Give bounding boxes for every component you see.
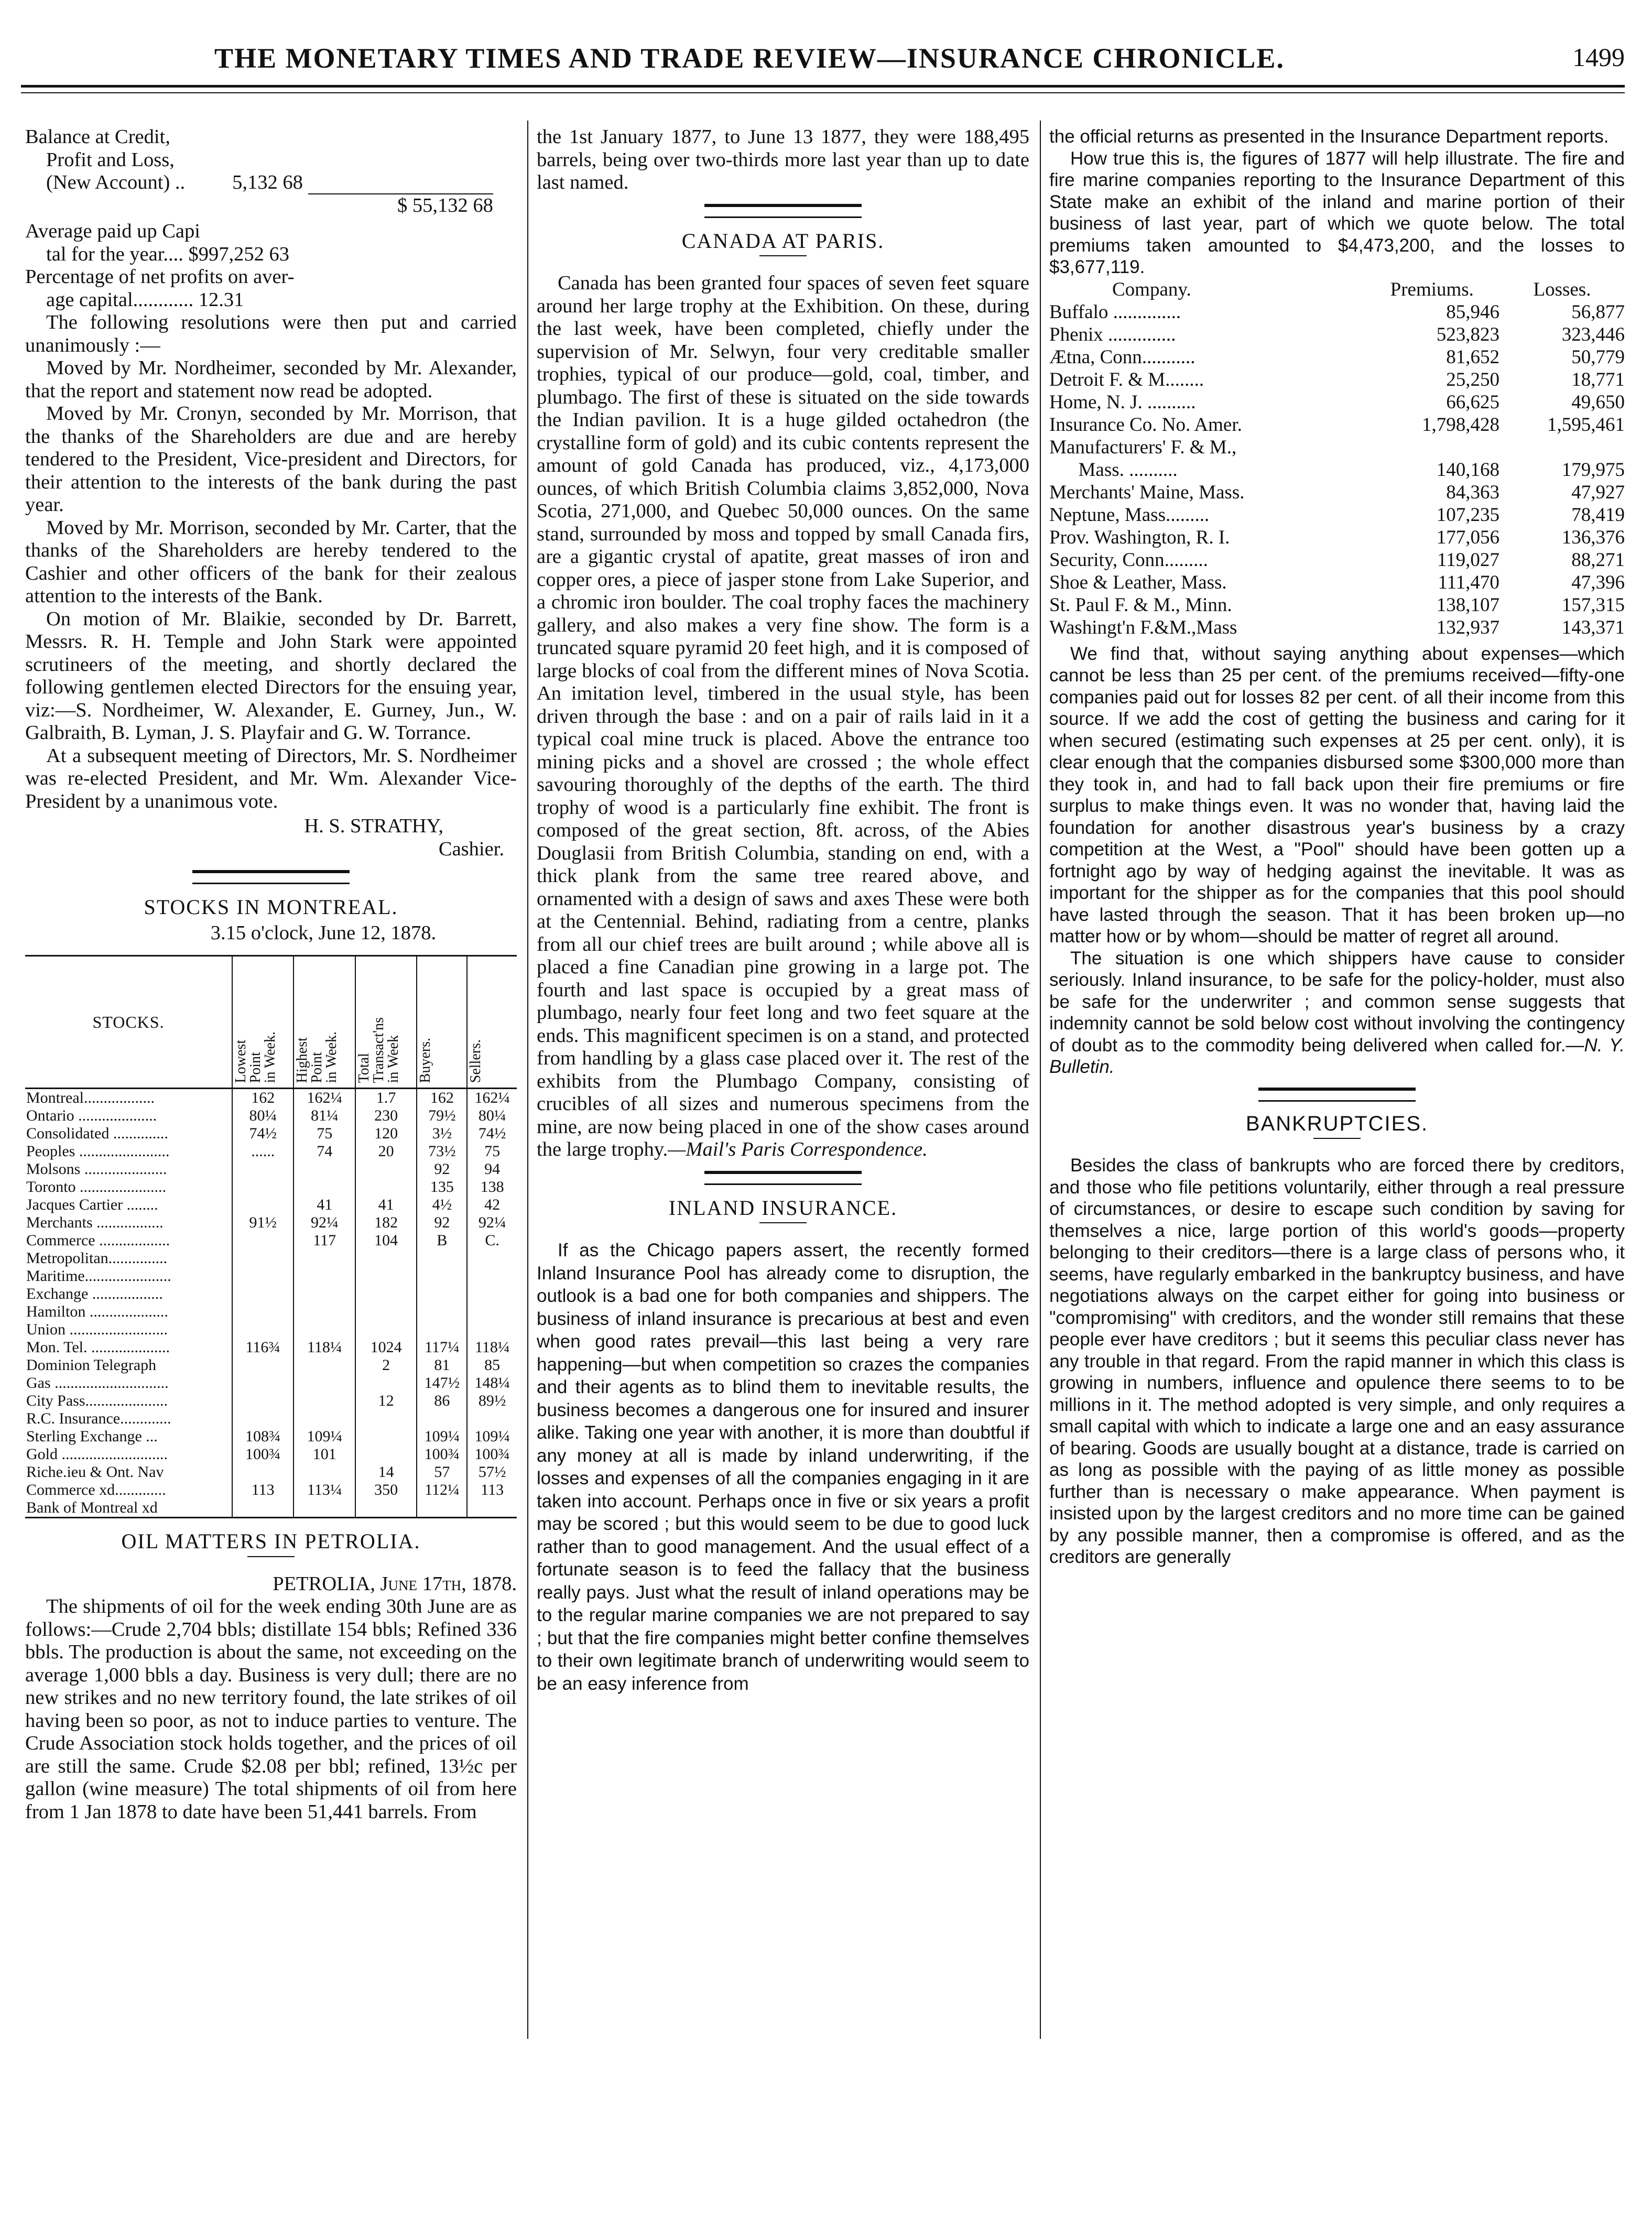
- stock-value: [355, 1267, 417, 1285]
- company-name: Washingt'n F.&M.,Mass: [1049, 616, 1237, 638]
- stock-value: [355, 1446, 417, 1463]
- stock-value: ......: [232, 1143, 294, 1160]
- company-row: [1049, 436, 1625, 459]
- stock-value: [467, 1303, 517, 1321]
- stocks-row: [25, 1214, 517, 1232]
- stock-value: [294, 1267, 355, 1285]
- paragraph: Moved by Mr. Nordheimer, seconded by Mr. Alexander, that the report and statement now read be adopted.: [25, 357, 517, 402]
- stock-name: Peoples .......................: [26, 1143, 170, 1160]
- losses-value: 157,315: [1561, 594, 1625, 616]
- premiums-value: 119,027: [1437, 549, 1499, 571]
- short-rule: [1313, 1138, 1361, 1139]
- company-row: [1049, 459, 1625, 481]
- stock-value: 74½: [467, 1125, 517, 1143]
- losses-value: 179,975: [1561, 459, 1625, 481]
- losses-value: 47,396: [1571, 571, 1625, 593]
- stock-value: 20: [355, 1143, 417, 1160]
- bankrupt-text: Besides the class of bankrupts who are forced there by creditors, and those who file petitions voluntarily, either through a real pressure of circumstances, or desire to escape such condition by saving for themselves a nice, large portion of this world's goods—property belonging to their creditors—there is a large class of persons who, it seems, have regularly embarked in the bankruptcy business, and have negotiations always on the carpet either for going into business or "compromising" with creditors, and the wonder still remains that these people ever have creditors ; but it seems this peculiar class never has any trouble in that regard. From the rapid manner in which this class is growing in numbers, influence and opulence there seems to to be millions in it. The method adopted is very simple, and only requires a small capital with which to indicate a large one and an easy assurance of bearing. Goods are usually bought at a distance, trade is carried on as long as possible with the paying of as little money as possible further than is necessary o make appearance. When payment is insisted upon by the largest creditors and no more time can be gained by any possible manner, then a compromise is offered, and as the creditors are generally: [1049, 1155, 1625, 1567]
- stocks-row: [25, 1374, 517, 1392]
- stock-name: Gas .............................: [26, 1374, 169, 1392]
- stock-value: 92: [417, 1214, 467, 1232]
- stock-value: 74: [294, 1143, 355, 1160]
- canada-title: CANADA AT PARIS.: [681, 229, 885, 253]
- column-3: [1049, 126, 1625, 1568]
- company-name: Merchants' Maine, Mass.: [1049, 481, 1245, 503]
- stocks-row: [25, 1267, 517, 1285]
- balance-line: Average paid up Capi: [25, 220, 200, 242]
- oil-title: OIL MATTERS IN PETROLIA.: [121, 1529, 421, 1553]
- stock-value: 1.7: [355, 1089, 417, 1107]
- stock-value: [294, 1392, 355, 1410]
- premiums-value: 25,250: [1446, 368, 1499, 390]
- column-2: [537, 126, 1029, 1695]
- stock-value: [294, 1249, 355, 1267]
- stock-value: 182: [355, 1214, 417, 1232]
- stock-value: 80¼: [232, 1107, 294, 1125]
- canada-text: Canada has been granted four spaces of seven feet square around her large trophy at the Exhibition. On these, during the last week, have been completed, chiefly under the supervision of Mr. Selwyn, four very creditable smaller trophies, typical of our produce—gold, coal, timber, and plumbago. The first of these is situated on the side towards the Indian pavilion. It is a huge gilded octahedron (the crystalline form of gold) and its cubic contents represent the amount of gold Canada has produced, viz., 4,173,000 ounces, of which British Columbia claims 3,852,000, Nova Scotia, 271,000, and Quebec 50,000 ounces. On the same stand, surrounded by moss and topped by small Canada firs, are a gigantic crystal of apatite, great masses of iron and copper ores, a piece of jasper stone from Lake Superior, and a chromic iron boulder. The coal trophy faces the machinery gallery, and also makes a very fine show. The form is a truncated square pyramid 20 feet high, and it is composed of large blocks of coal from the different mines of Nova Scotia. An imitation level, timbered in the usual style, has been driven through the base : and on a pair of rails laid in it a typical coal mine truck is placed. Above the entrance too mining picks and a shovel are crossed ; the whole effect savouring thoroughly of the depths of the earth. The third trophy of wood is a particularly fine exhibit. The front is composed of the great section, 8ft. across, of the Abies Douglasii from British Columbia, standing on end, with a thick plank from the same tree reared above, and ornamented with a design of saws and axes These were both at the Centennial. Behind, radiating from a centre, planks from all our chief trees are built around ; while above all is placed a fine Canadian pine growing in a large pot. The fourth and last space is occupied by a great mass of plumbago, nearly four feet long and two feet square at the ends. This magnificent specimen is on a stand, and protected from handling by a glass case placed over it. The rest of the exhibits from the Plumbago Company, consisting of crucibles of all sizes and numerous specimens from the mine, are now being placed in one of the show cases around the large trophy.: [537, 272, 1029, 1160]
- losses-value: 1,595,461: [1547, 414, 1625, 436]
- stocks-row: [25, 1321, 517, 1339]
- oil-dateline: PETROLIA, June 17th, 1878.: [273, 1572, 517, 1595]
- stock-value: [417, 1321, 467, 1339]
- premiums-value: 66,625: [1446, 391, 1499, 413]
- company-header: Losses.: [1533, 278, 1591, 300]
- stock-value: [355, 1428, 417, 1446]
- stocks-row: [25, 1356, 517, 1374]
- stock-value: 162: [417, 1089, 467, 1107]
- stock-value: 92: [417, 1160, 467, 1178]
- stock-name: Bank of Montreal xd: [26, 1499, 158, 1516]
- column-divider-2: [1040, 121, 1041, 2039]
- stock-name: Union .........................: [26, 1321, 168, 1338]
- stocks-row: [25, 1160, 517, 1178]
- stock-value: 57: [417, 1463, 467, 1481]
- company-name: Security, Conn.........: [1049, 549, 1208, 571]
- stock-value: [355, 1249, 417, 1267]
- stock-value: 12: [355, 1392, 417, 1410]
- stock-value: 100¾: [467, 1446, 517, 1463]
- company-name: Neptune, Mass.........: [1049, 504, 1210, 526]
- paragraph: the official returns as presented in the Insurance Department reports.: [1049, 126, 1609, 147]
- company-row: [1049, 504, 1625, 526]
- stocks-title: STOCKS IN MONTREAL.: [144, 895, 398, 919]
- company-name: Insurance Co. No. Amer.: [1049, 414, 1242, 436]
- premiums-value: 132,937: [1436, 616, 1499, 638]
- stock-value: [294, 1160, 355, 1178]
- stock-value: 14: [355, 1463, 417, 1481]
- stock-value: [232, 1249, 294, 1267]
- stock-value: [467, 1285, 517, 1303]
- header-rule-thick: [21, 85, 1625, 88]
- stock-value: 42: [467, 1196, 517, 1214]
- stock-value: 100¾: [417, 1446, 467, 1463]
- stock-value: [232, 1374, 294, 1392]
- stock-value: 230: [355, 1107, 417, 1125]
- stocks-row: [25, 1107, 517, 1125]
- stocks-row: [25, 1410, 517, 1428]
- stock-value: 104: [355, 1232, 417, 1249]
- page-title: THE MONETARY TIMES AND TRADE REVIEW—INSURANCE CHRONICLE.: [214, 42, 1285, 74]
- short-rule: [759, 1222, 807, 1223]
- stock-value: [232, 1303, 294, 1321]
- stock-value: [232, 1410, 294, 1428]
- company-name: Ætna, Conn...........: [1049, 346, 1195, 368]
- stock-value: [232, 1196, 294, 1214]
- stock-value: 75: [467, 1143, 517, 1160]
- company-row: [1049, 549, 1625, 571]
- inland-text: If as the Chicago papers assert, the recently formed Inland Insurance Pool has already come to disruption, the outlook is a bad one for both companies and shippers. The business of inland insurance is precarious at best and even when good rates prevail—this last being a very rare happening—but when competition so crazes the companies and their agents as to blind them to inevitable results, the business becomes a dangerous one for insured and insurer alike. Taking one year with another, it is more than doubtful if any money at all is made by inland underwriting, if the losses and expenses of all the companies engaging in it are taken into account. Perhaps once in five or six years a profit may be scored ; but this would seem to be due to good luck rather than to good management. And the usual effect of a fortunate season is to feed the fallacy that the business really pays. Just what the result of inland operations may be to the regular marine companies we are not prepared to say ; but that the fire companies might better confine themselves to their own legitimate branch of underwriting would seem to be an easy inference from: [537, 1240, 1029, 1694]
- losses-value: 56,877: [1571, 301, 1625, 323]
- stocks-row: [25, 1196, 517, 1214]
- company-name: Mass. ..........: [1049, 459, 1178, 481]
- stock-value: 138: [467, 1178, 517, 1196]
- short-rule: [247, 1556, 295, 1557]
- stock-value: 112¼: [417, 1481, 467, 1499]
- company-header: Company.: [1112, 278, 1191, 300]
- stocks-row: [25, 1481, 517, 1499]
- stock-value: 117¼: [417, 1339, 467, 1356]
- stock-name: Commerce ..................: [26, 1232, 170, 1249]
- signature-title: Cashier.: [438, 838, 504, 860]
- paragraph: The following resolutions were then put and carried unanimously :—: [25, 311, 517, 356]
- company-name: Prov. Washington, R. I.: [1049, 526, 1230, 548]
- stock-value: 80¼: [467, 1107, 517, 1125]
- company-row: [1049, 526, 1625, 549]
- section-ornament: [704, 204, 862, 218]
- balance-line: Profit and Loss,: [46, 148, 175, 171]
- stock-name: Molsons .....................: [26, 1160, 167, 1178]
- stock-value: 162¼: [467, 1089, 517, 1107]
- stock-value: 113¼: [294, 1481, 355, 1499]
- stock-value: [294, 1463, 355, 1481]
- stock-name: City Pass.....................: [26, 1392, 168, 1409]
- premiums-value: 84,363: [1446, 481, 1499, 503]
- losses-value: 18,771: [1571, 368, 1625, 390]
- stock-value: 118¼: [467, 1339, 517, 1356]
- premiums-value: 523,823: [1436, 323, 1499, 345]
- stock-value: 162: [232, 1089, 294, 1107]
- stock-name: Gold ...........................: [26, 1446, 168, 1463]
- stock-value: 148¼: [467, 1374, 517, 1392]
- stock-value: [467, 1410, 517, 1428]
- stock-value: [417, 1249, 467, 1267]
- stock-value: [232, 1178, 294, 1196]
- balance-statement: [25, 126, 517, 311]
- stock-value: 41: [355, 1196, 417, 1214]
- stock-value: [232, 1321, 294, 1339]
- company-name: Detroit F. & M........: [1049, 368, 1204, 390]
- stock-value: 109¼: [467, 1428, 517, 1446]
- losses-value: 136,376: [1561, 526, 1625, 548]
- stock-value: 89½: [467, 1392, 517, 1410]
- stock-value: 2: [355, 1356, 417, 1374]
- stock-value: 147½: [417, 1374, 467, 1392]
- premiums-value: [1365, 436, 1499, 459]
- stock-value: [232, 1463, 294, 1481]
- stock-value: [232, 1160, 294, 1178]
- stock-value: 92¼: [467, 1214, 517, 1232]
- losses-value: 47,927: [1571, 481, 1625, 503]
- stocks-row: [25, 1428, 517, 1446]
- stock-value: [355, 1303, 417, 1321]
- stocks-row: [25, 1303, 517, 1321]
- stocks-header-row: [25, 956, 517, 1089]
- paragraph: Moved by Mr. Cronyn, seconded by Mr. Morrison, that the thanks of the Shareholders are due and are hereby tendered to the President, Vice-president and Directors, for their attention to the interests of the bank during the past year.: [25, 403, 517, 516]
- inland-title: INLAND INSURANCE.: [668, 1196, 898, 1220]
- company-row: [1049, 571, 1625, 594]
- losses-value: [1499, 436, 1625, 459]
- stock-name: Riche.ieu & Ont. Nav: [26, 1463, 164, 1481]
- page-number: 1499: [1572, 42, 1625, 72]
- premiums-value: 1,798,428: [1421, 414, 1499, 436]
- company-row: [1049, 391, 1625, 414]
- stock-value: C.: [467, 1232, 517, 1249]
- stock-name: Metropolitan...............: [26, 1249, 168, 1267]
- company-row: [1049, 414, 1625, 436]
- company-name: Shoe & Leather, Mass.: [1049, 571, 1227, 593]
- stock-value: 109¼: [417, 1428, 467, 1446]
- paragraph: At a subsequent meeting of Directors, Mr. S. Nordheimer was re-elected President, and Mr. Wm. Alexander Vice-President by a unanimous vote.: [25, 744, 517, 812]
- stock-value: 74½: [232, 1125, 294, 1143]
- stocks-header: Sellers.: [467, 956, 517, 1089]
- stocks-row: [25, 1392, 517, 1410]
- stocks-header: Buyers.: [417, 956, 467, 1089]
- stock-name: Merchants .................: [26, 1214, 164, 1231]
- stock-value: [294, 1285, 355, 1303]
- paragraph: Moved by Mr. Morrison, seconded by Mr. Carter, that the thanks of the Shareholders are hereby tendered to the Cashier and other officers of the bank for their zealous attention to the interests of the Bank.: [25, 516, 517, 607]
- stock-value: 116¾: [232, 1339, 294, 1356]
- company-body: [1049, 301, 1625, 639]
- premiums-value: 111,470: [1438, 571, 1499, 593]
- stock-value: [467, 1499, 517, 1518]
- stock-value: 75: [294, 1125, 355, 1143]
- stocks-body: [25, 1089, 517, 1518]
- stock-value: [294, 1499, 355, 1518]
- stock-value: [355, 1160, 417, 1178]
- paragraph: How true this is, the figures of 1877 will help illustrate. The fire and fire marine companies reporting to the Insurance Department of this State make an exhibit of the inland and marine portion of their business of last year, part of which we quote below. The total premiums taken amounted to $4,473,200, and the losses to $3,677,119.: [1049, 148, 1625, 277]
- company-header: Premiums.: [1390, 278, 1474, 300]
- stock-name: Montreal..................: [26, 1089, 155, 1106]
- stocks-row: [25, 1249, 517, 1267]
- stock-value: 117: [294, 1232, 355, 1249]
- short-rule: [759, 255, 807, 256]
- stock-value: [355, 1178, 417, 1196]
- stocks-header: Total Transact'ns in Week: [355, 956, 417, 1089]
- stock-value: [467, 1249, 517, 1267]
- balance-line: (New Account) ..: [46, 171, 186, 193]
- stocks-row: [25, 1232, 517, 1249]
- stock-value: 113: [467, 1481, 517, 1499]
- stock-value: 162¼: [294, 1089, 355, 1107]
- stock-value: 73½: [417, 1143, 467, 1160]
- stock-value: 94: [467, 1160, 517, 1178]
- stock-value: 41: [294, 1196, 355, 1214]
- balance-line: Percentage of net profits on aver-: [25, 266, 295, 288]
- stocks-row: [25, 1339, 517, 1356]
- section-ornament: [192, 870, 350, 884]
- balance-line: age capital............ 12.31: [46, 288, 244, 311]
- stock-value: [355, 1410, 417, 1428]
- stock-value: 4½: [417, 1196, 467, 1214]
- stock-value: [232, 1267, 294, 1285]
- stock-value: 81¼: [294, 1107, 355, 1125]
- section-ornament: [704, 1171, 862, 1185]
- stock-value: 86: [417, 1392, 467, 1410]
- stock-value: 92¼: [294, 1214, 355, 1232]
- stock-value: 113: [232, 1481, 294, 1499]
- stocks-row: [25, 1143, 517, 1160]
- company-row: [1049, 368, 1625, 391]
- stock-value: [417, 1285, 467, 1303]
- stock-value: [355, 1374, 417, 1392]
- company-name: Buffalo ..............: [1049, 301, 1181, 323]
- stock-value: [417, 1303, 467, 1321]
- stocks-header: Highest Point in Week.: [294, 956, 355, 1089]
- page-header: [21, 42, 1625, 79]
- oil-paragraph: The shipments of oil for the week ending 30th June are as follows:—Crude 2,704 bbls; distillate 154 bbls; Refined 336 bbls. The production is about the same, not exceeding on the average 1,000 bbls a day. Business is very dull; there are no new strikes and no new territory found, the late strikes of oil having been so poor, as not to induce parties to venture. The Crude Association stock holds together, and the prices of oil are still the same. Crude $2.08 per bbl; refined, 13½c per gallon (wine measure) The total shipments of oil from here from 1 Jan 1878 to date have been 51,441 barrels. From: [25, 1595, 517, 1823]
- premiums-value: 85,946: [1446, 301, 1499, 323]
- bankrupt-title: BANKRUPTCIES.: [1245, 1112, 1429, 1135]
- stock-value: [232, 1285, 294, 1303]
- premiums-value: 140,168: [1436, 459, 1499, 481]
- stocks-header: Lowest Point in Week.: [232, 956, 294, 1089]
- stock-name: Dominion Telegraph: [26, 1356, 157, 1374]
- balance-line: Balance at Credit,: [25, 126, 170, 148]
- stock-name: Toronto ......................: [26, 1178, 167, 1196]
- premiums-value: 107,235: [1436, 504, 1499, 526]
- losses-value: 323,446: [1561, 323, 1625, 345]
- company-table: [1049, 278, 1625, 639]
- signature-name: H. S. STRATHY,: [304, 815, 443, 837]
- stock-name: Consolidated ..............: [26, 1125, 168, 1142]
- column-divider-1: [527, 121, 528, 2039]
- company-row: [1049, 594, 1625, 616]
- company-row: [1049, 616, 1625, 639]
- stock-value: [294, 1303, 355, 1321]
- section-ornament: [1258, 1088, 1416, 1102]
- stock-value: [417, 1267, 467, 1285]
- stock-name: Ontario ....................: [26, 1107, 157, 1124]
- balance-total: $ 55,132 68: [308, 193, 493, 216]
- stock-value: [294, 1410, 355, 1428]
- stock-value: [355, 1321, 417, 1339]
- paragraph: We find that, without saying anything about expenses—which cannot be less than 25 per cent. of the premiums received—fifty-one companies paid out for losses 82 per cent. of all their income from this source. If we add the cost of getting the business and caring for it when secured (estimating such expenses at 25 per cent. only), it is clear enough that the companies disbursed some $300,000 more than they took in, and had to fall back upon their fire premiums or fire surplus to make things even. It was no wonder that, having laid the foundation for another disastrous year's business by a crazy competition at the West, a "Pool" should have been gotten up a fortnight ago by way of hedging against the inevitable. It was as important for the shipper as for the companies that this pool should have lasted through the season. That it has been broken up—no matter how or by whom—should be matter of regret all around.: [1049, 643, 1625, 947]
- losses-value: 88,271: [1571, 549, 1625, 571]
- stock-value: [294, 1356, 355, 1374]
- stock-value: [417, 1499, 467, 1518]
- stock-value: B: [417, 1232, 467, 1249]
- stocks-row: [25, 1446, 517, 1463]
- stock-value: 3½: [417, 1125, 467, 1143]
- stock-value: [294, 1321, 355, 1339]
- stock-value: [294, 1374, 355, 1392]
- stock-name: Sterling Exchange ...: [26, 1428, 158, 1445]
- stock-value: 81: [417, 1356, 467, 1374]
- stocks-header: STOCKS.: [92, 1013, 165, 1031]
- company-row: [1049, 323, 1625, 346]
- stock-name: Maritime......................: [26, 1267, 171, 1285]
- canada-credit: —Mail's Paris Correspondence.: [668, 1138, 928, 1160]
- losses-value: 143,371: [1561, 616, 1625, 638]
- company-name: Manufacturers' F. & M.,: [1049, 436, 1237, 458]
- company-row: [1049, 346, 1625, 368]
- stock-value: [232, 1232, 294, 1249]
- stocks-row: [25, 1285, 517, 1303]
- stock-value: 109¼: [294, 1428, 355, 1446]
- stock-value: [294, 1178, 355, 1196]
- stock-value: [417, 1410, 467, 1428]
- stock-value: 91½: [232, 1214, 294, 1232]
- losses-value: 50,779: [1571, 346, 1625, 368]
- stock-value: 100¾: [232, 1446, 294, 1463]
- balance-line: tal for the year.... $997,252 63: [46, 243, 290, 265]
- stocks-table: [25, 955, 517, 1518]
- stock-value: [355, 1285, 417, 1303]
- stock-value: [355, 1499, 417, 1518]
- column-1: [25, 126, 517, 1823]
- paragraph: the 1st January 1877, to June 13 1877, they were 188,495 barrels, being over two-thirds more last year than up to date last named.: [537, 126, 1029, 193]
- stock-value: 120: [355, 1125, 417, 1143]
- company-name: Home, N. J. ..........: [1049, 391, 1196, 413]
- stock-value: [232, 1499, 294, 1518]
- company-name: Phenix ..............: [1049, 323, 1176, 345]
- losses-value: 78,419: [1571, 504, 1625, 526]
- stocks-row: [25, 1499, 517, 1518]
- stocks-row: [25, 1463, 517, 1481]
- paragraph: The situation is one which shippers have cause to consider seriously. Inland insurance, to be safe for the policy-holder, must also be safe for the underwriter ; and common sense suggests that indemnity cannot be sold below cost without involving the contingency of doubt as to the commodity being delivered when called for.: [1049, 948, 1625, 1056]
- stock-name: Mon. Tel. ....................: [26, 1339, 170, 1356]
- stock-value: 85: [467, 1356, 517, 1374]
- stock-value: 79½: [417, 1107, 467, 1125]
- company-row: [1049, 481, 1625, 504]
- stock-value: 135: [417, 1178, 467, 1196]
- stock-name: Jacques Cartier ........: [26, 1196, 158, 1213]
- stocks-row: [25, 1178, 517, 1196]
- losses-value: 49,650: [1571, 391, 1625, 413]
- stock-value: 108¾: [232, 1428, 294, 1446]
- stock-value: 101: [294, 1446, 355, 1463]
- stocks-row: [25, 1089, 517, 1107]
- stock-value: [232, 1392, 294, 1410]
- stocks-time: 3.15 o'clock, June 12, 1878.: [210, 921, 437, 944]
- premiums-value: 138,107: [1436, 594, 1499, 616]
- header-rule-thin: [21, 92, 1625, 93]
- stock-value: [467, 1267, 517, 1285]
- company-row: [1049, 301, 1625, 323]
- paragraph: On motion of Mr. Blaikie, seconded by Dr. Barrett, Messrs. R. H. Temple and John Stark were appointed scrutineers of the meeting, and shortly declared the following gentlemen elected Directors for the ensuing year, viz:—S. Nordheimer, W. Alexander, E. Gurney, Jun., W. Galbraith, B. Lyman, J. S. Playfair and G. W. Torrance.: [25, 607, 517, 744]
- stock-value: [467, 1321, 517, 1339]
- stock-value: 350: [355, 1481, 417, 1499]
- premiums-value: 81,652: [1446, 346, 1499, 368]
- stock-name: Exchange ..................: [26, 1285, 163, 1302]
- balance-amount: 5,132 68: [232, 171, 303, 193]
- premiums-value: 177,056: [1436, 526, 1499, 548]
- stock-name: Commerce xd.............: [26, 1481, 166, 1498]
- stock-value: 1024: [355, 1339, 417, 1356]
- stocks-row: [25, 1125, 517, 1143]
- stock-value: 118¼: [294, 1339, 355, 1356]
- stock-value: [232, 1356, 294, 1374]
- company-name: St. Paul F. & M., Minn.: [1049, 594, 1232, 616]
- stock-name: Hamilton ....................: [26, 1303, 168, 1320]
- bulletin-credit: —N. Y. Bulletin.: [1049, 1035, 1625, 1077]
- stock-name: R.C. Insurance.............: [26, 1410, 171, 1427]
- stock-value: 57½: [467, 1463, 517, 1481]
